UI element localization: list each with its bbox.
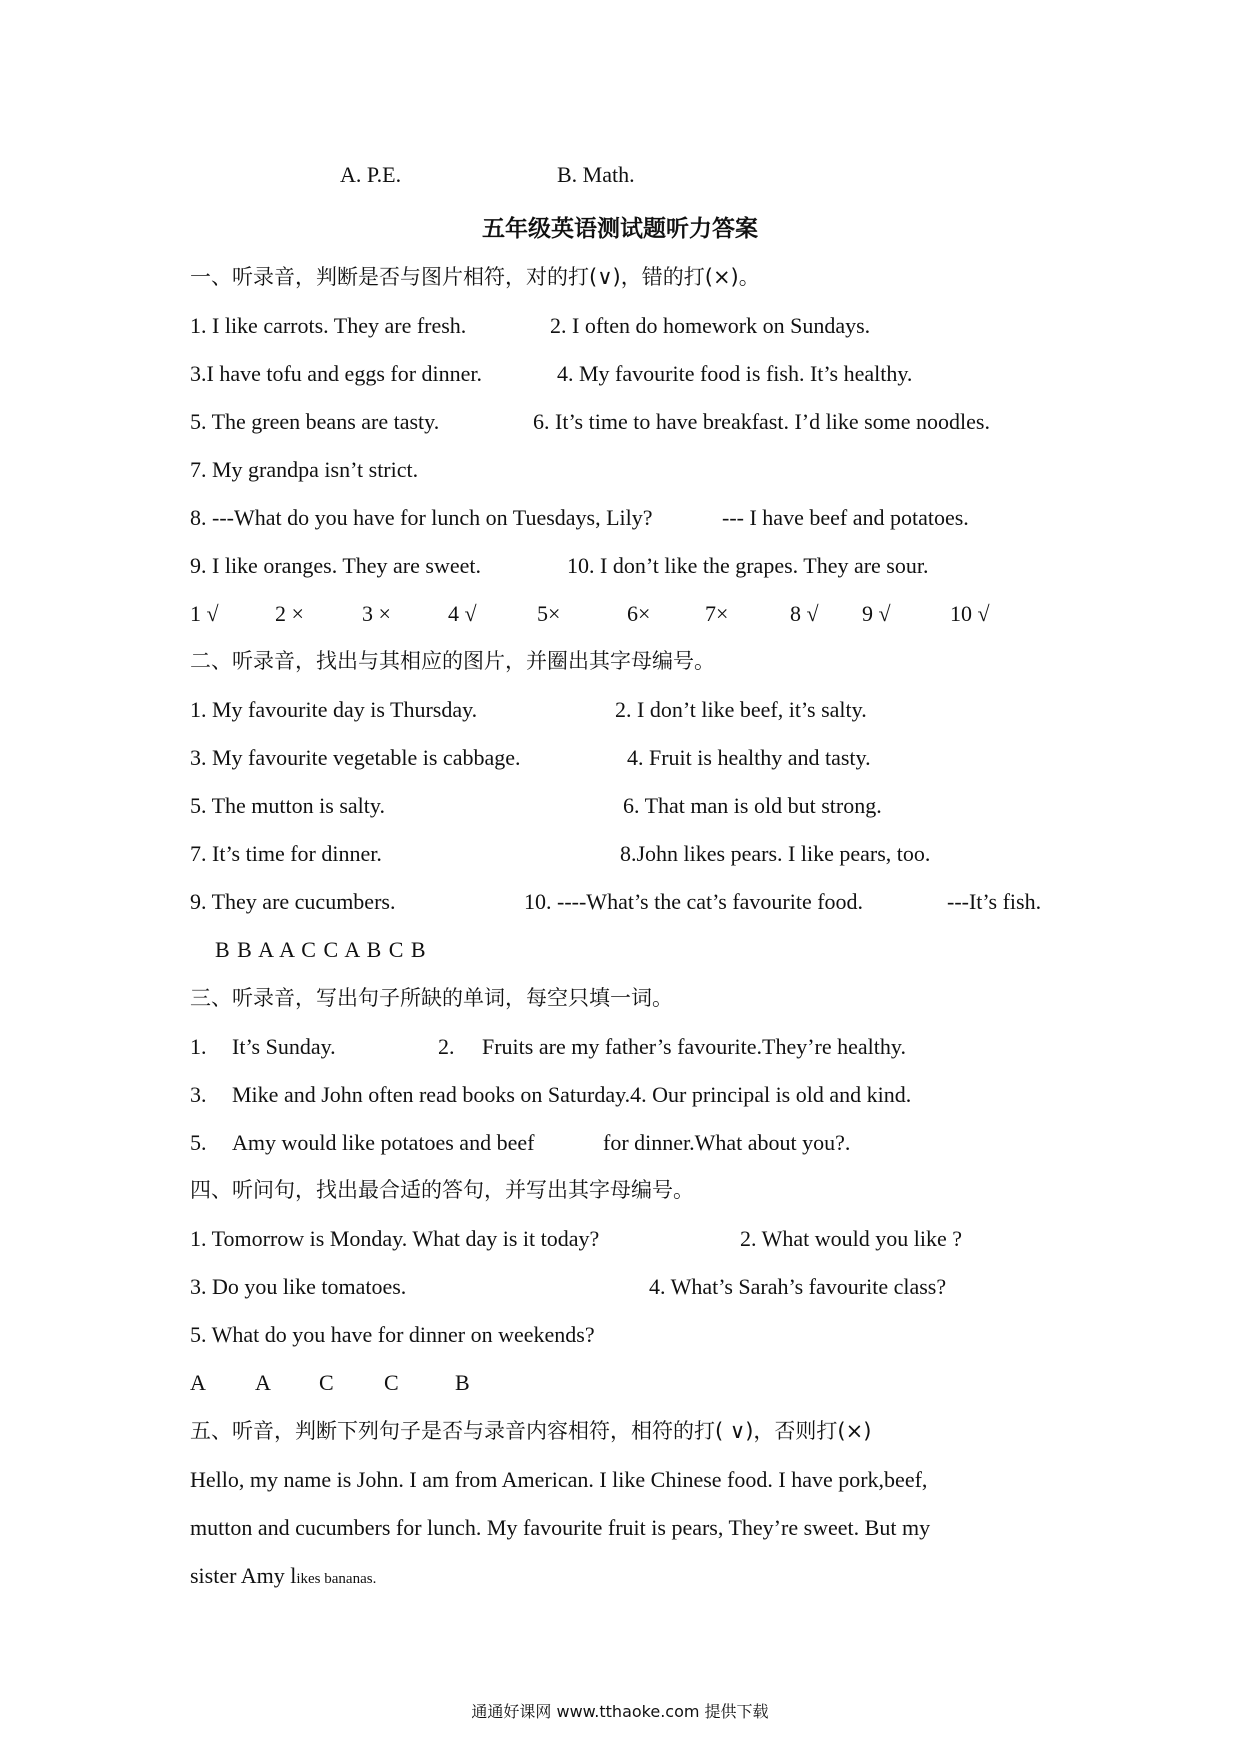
s1-row-1 (190, 311, 1090, 341)
s1-answer-3: 3 × (362, 601, 391, 626)
s3-item-5-cont: for dinner.What about you?. (603, 1130, 851, 1155)
s5-paragraph-line-3-small: ikes bananas. (296, 1571, 377, 1587)
s2-item-4: 4. Fruit is healthy and tasty. (627, 745, 871, 770)
s1-row-3 (190, 407, 1090, 437)
option-b: B. Math. (557, 162, 635, 187)
s1-item-4: 4. My favourite food is fish. It’s healthy. (557, 361, 913, 386)
s1-answer-10: 10 √ (950, 601, 990, 626)
s1-answer-7: 7× (705, 601, 729, 626)
s5-paragraph-line-3 (190, 1561, 376, 1594)
s3-item-2: Fruits are my father’s favourite.They’re healthy. (482, 1034, 906, 1059)
s1-item-8: 8. ---What do you have for lunch on Tuesdays, Lily? (190, 505, 653, 530)
s1-answer-2: 2 × (275, 601, 304, 626)
s2-item-6: 6. That man is old but strong. (623, 793, 882, 818)
s2-item-7: 7. It’s time for dinner. (190, 841, 382, 866)
s3-num-2: 2. (438, 1034, 455, 1059)
s3-row-3 (190, 1128, 1090, 1158)
s1-row-5 (190, 503, 1090, 533)
s2-item-10: 10. ----What’s the cat’s favourite food. (524, 889, 864, 914)
s4-item-5: 5. What do you have for dinner on weekends? (190, 1322, 595, 1347)
s3-item-1: It’s Sunday. (232, 1034, 336, 1059)
s4-row-1 (190, 1224, 1090, 1254)
s1-answer-8: 8 √ (790, 601, 819, 626)
s3-row-2 (190, 1080, 1090, 1110)
s4-answer-5: B (455, 1370, 470, 1395)
s1-answer-4: 4 √ (448, 601, 477, 626)
s1-item-6: 6. It’s time to have breakfast. I’d like some noodles. (533, 409, 990, 434)
s4-answer-2: A (255, 1370, 271, 1395)
s1-item-7: 7. My grandpa isn’t strict. (190, 457, 419, 482)
page-title: 五年级英语测试题听力答案 (482, 216, 758, 242)
s2-row-4 (190, 839, 1090, 869)
s1-row-6 (190, 551, 1090, 581)
s2-row-5 (190, 887, 1090, 917)
s2-row-1 (190, 695, 1090, 725)
section2-heading: 二、听录音，找出与其相应的图片，并圈出其字母编号。 (190, 649, 715, 673)
s1-item-2: 2. I often do homework on Sundays. (550, 313, 871, 338)
s1-row-2 (190, 359, 1090, 389)
s1-item-3: 3.I have tofu and eggs for dinner. (190, 361, 483, 386)
s1-item-5: 5. The green beans are tasty. (190, 409, 440, 434)
s2-item-9: 9. They are cucumbers. (190, 889, 396, 914)
s1-item-10: 10. I don’t like the grapes. They are sour. (567, 553, 929, 578)
section1-heading: 一、听录音，判断是否与图片相符，对的打(∨)，错的打(×)。 (190, 265, 760, 289)
s4-answer-1: A (190, 1370, 206, 1395)
s1-answers (190, 599, 1090, 629)
s1-item-8-answer: --- I have beef and potatoes. (722, 505, 969, 530)
s2-answers: B B A A C C A B C B (215, 937, 427, 962)
s2-item-1: 1. My favourite day is Thursday. (190, 697, 478, 722)
s2-item-3: 3. My favourite vegetable is cabbage. (190, 745, 521, 770)
section5-heading: 五、听音，判断下列句子是否与录音内容相符，相符的打( ∨)，否则打(×) (190, 1419, 872, 1443)
s1-item-1: 1. I like carrots. They are fresh. (190, 313, 467, 338)
s3-num-3: 3. (190, 1082, 207, 1107)
s4-answer-4: C (384, 1370, 399, 1395)
s4-item-1: 1. Tomorrow is Monday. What day is it today? (190, 1226, 600, 1251)
s4-answers (190, 1368, 1090, 1398)
s2-row-3 (190, 791, 1090, 821)
s4-answer-3: C (319, 1370, 334, 1395)
s4-item-4: 4. What’s Sarah’s favourite class? (649, 1274, 947, 1299)
s1-answer-5: 5× (537, 601, 561, 626)
s4-item-2: 2. What would you like ? (740, 1226, 962, 1251)
page-footer: 通通好课网 www.tthaoke.com 提供下载 (471, 1702, 769, 1721)
s2-item-8: 8.John likes pears. I like pears, too. (620, 841, 931, 866)
s2-item-10-answer: ---It’s fish. (947, 889, 1042, 914)
s1-answer-1: 1 √ (190, 601, 219, 626)
section3-heading: 三、听录音，写出句子所缺的单词，每空只填一词。 (190, 986, 673, 1010)
s3-item-5: Amy would like potatoes and beef (232, 1130, 535, 1155)
s1-answer-9: 9 √ (862, 601, 891, 626)
s5-paragraph-line-2: mutton and cucumbers for lunch. My favourite fruit is pears, They’re sweet. But my (190, 1515, 931, 1540)
s4-item-3: 3. Do you like tomatoes. (190, 1274, 407, 1299)
s3-num-5: 5. (190, 1130, 207, 1155)
s2-item-2: 2. I don’t like beef, it’s salty. (615, 697, 867, 722)
s3-item-3: Mike and John often read books on Saturday.4. Our principal is old and kind. (232, 1082, 912, 1107)
s3-row-1 (190, 1032, 1090, 1062)
s3-num-1: 1. (190, 1034, 207, 1059)
s5-paragraph-line-1: Hello, my name is John. I am from American. I like Chinese food. I have pork,beef, (190, 1467, 928, 1492)
s4-row-2 (190, 1272, 1090, 1302)
s5-paragraph-line-3-text: sister Amy l (190, 1563, 297, 1588)
s2-row-2 (190, 743, 1090, 773)
s1-item-9: 9. I like oranges. They are sweet. (190, 553, 481, 578)
s1-answer-6: 6× (627, 601, 651, 626)
s2-item-5: 5. The mutton is salty. (190, 793, 385, 818)
section4-heading: 四、听问句，找出最合适的答句，并写出其字母编号。 (190, 1178, 694, 1202)
option-a: A. P.E. (340, 162, 402, 187)
